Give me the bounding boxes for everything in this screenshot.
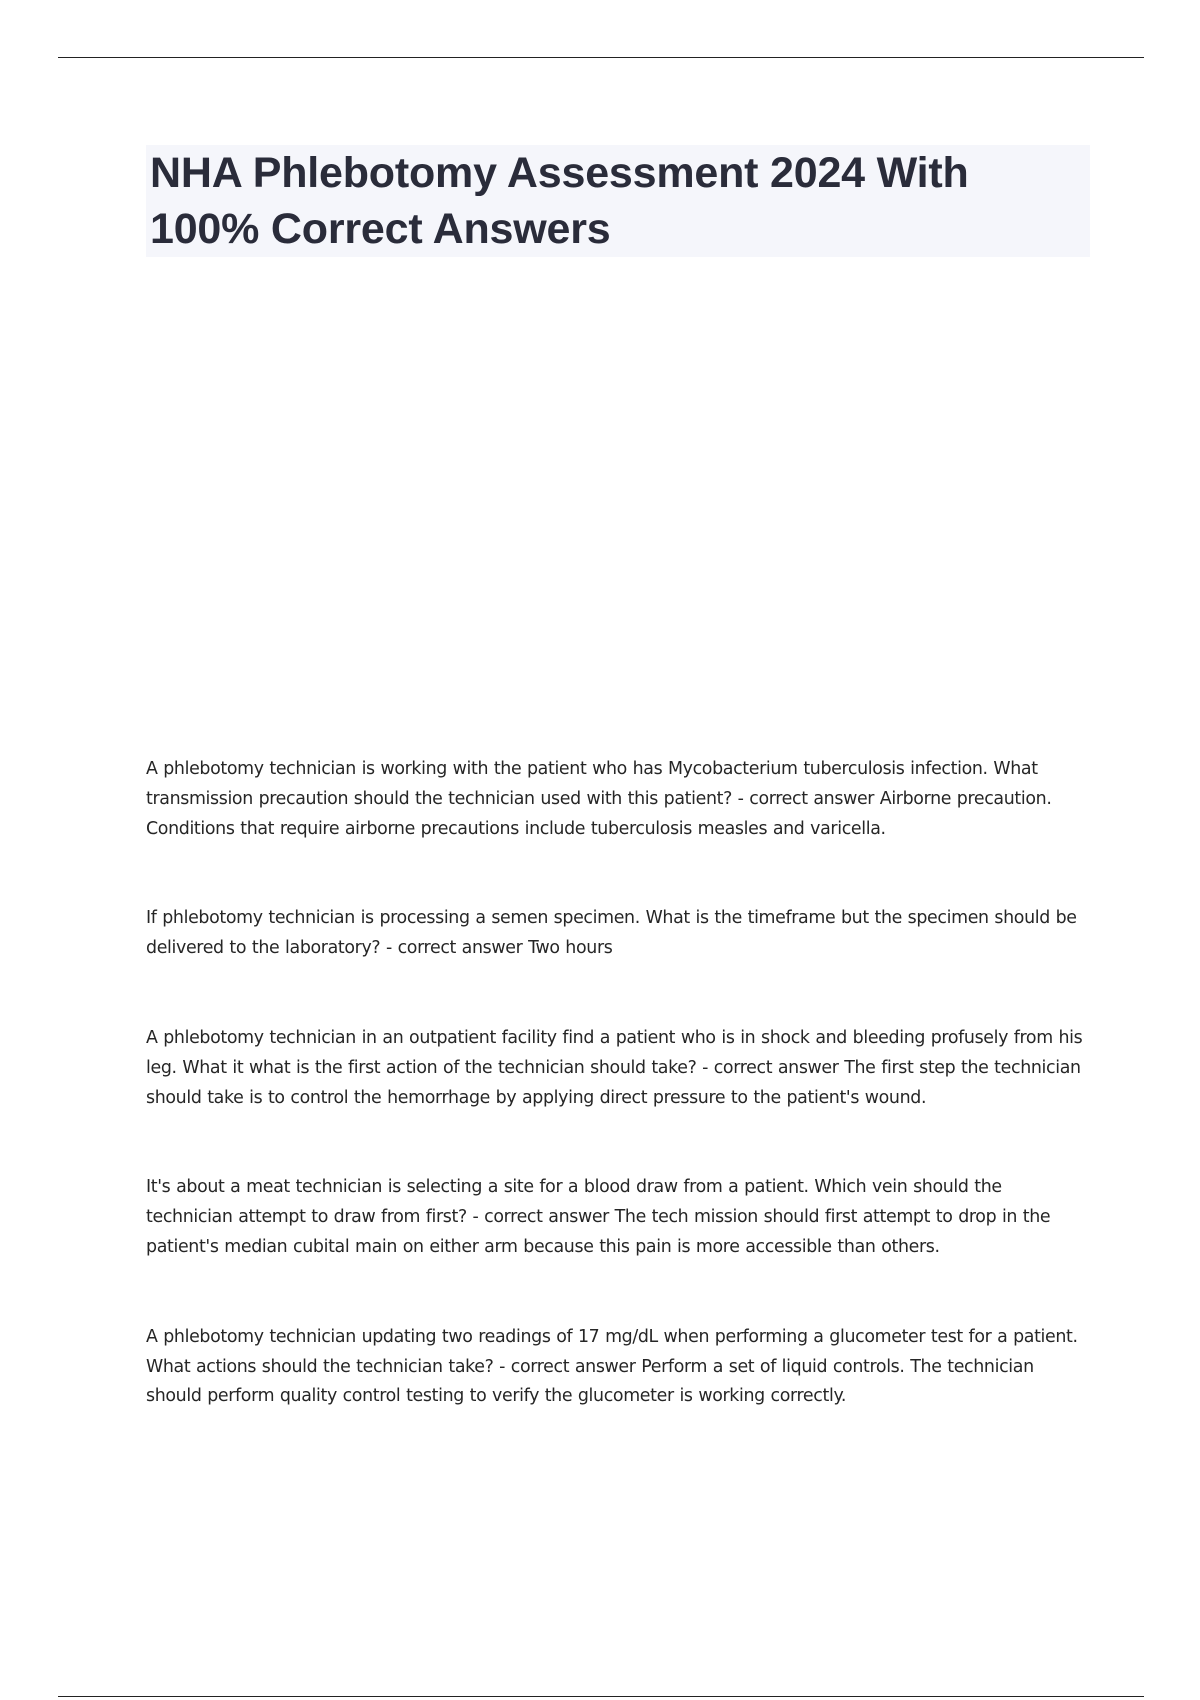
qa-item: A phlebotomy technician in an outpatient facility find a patient who is in shock and bleeding profusely from his leg. What it what is the first action of the technician should take? - correct answer The first step the technician should take is to control the hemorrhage by applying direct pressure to the patient's wound. [146, 1027, 1083, 1108]
bottom-divider [58, 1696, 1144, 1697]
qa-item: A phlebotomy technician is working with the patient who has Mycobacterium tuberculosis infection. What transmission precaution should the technician used with this patient? - correct answer Airborne precaution. Conditions that require airborne precautions include tuberculosis measles and varicella. [146, 759, 1052, 839]
qa-item: A phlebotomy technician updating two readings of 17 mg/dL when performing a glucometer test for a patient. What actions should the technician take? - correct answer Perform a set of liquid controls. The technician should perform quality control testing to verify the glucometer is working correctly. [146, 1326, 1078, 1407]
qa-item: It's about a meat technician is selecting a site for a blood draw from a patient. Which vein should the technician attempt to draw from first? - correct answer The tech mission should first attempt to drop in the patient's median cubital main on either arm because this pain is more accessible than others. [146, 1177, 1051, 1257]
document-title: NHA Phlebotomy Assessment 2024 With 100% Correct Answers [150, 149, 969, 253]
qa-list [146, 755, 1090, 1472]
top-divider [58, 57, 1144, 58]
qa-item: If phlebotomy technician is processing a semen specimen. What is the timeframe but the specimen should be delivered to the laboratory? - correct answer Two hours [146, 908, 1077, 959]
title-block [146, 145, 1090, 257]
